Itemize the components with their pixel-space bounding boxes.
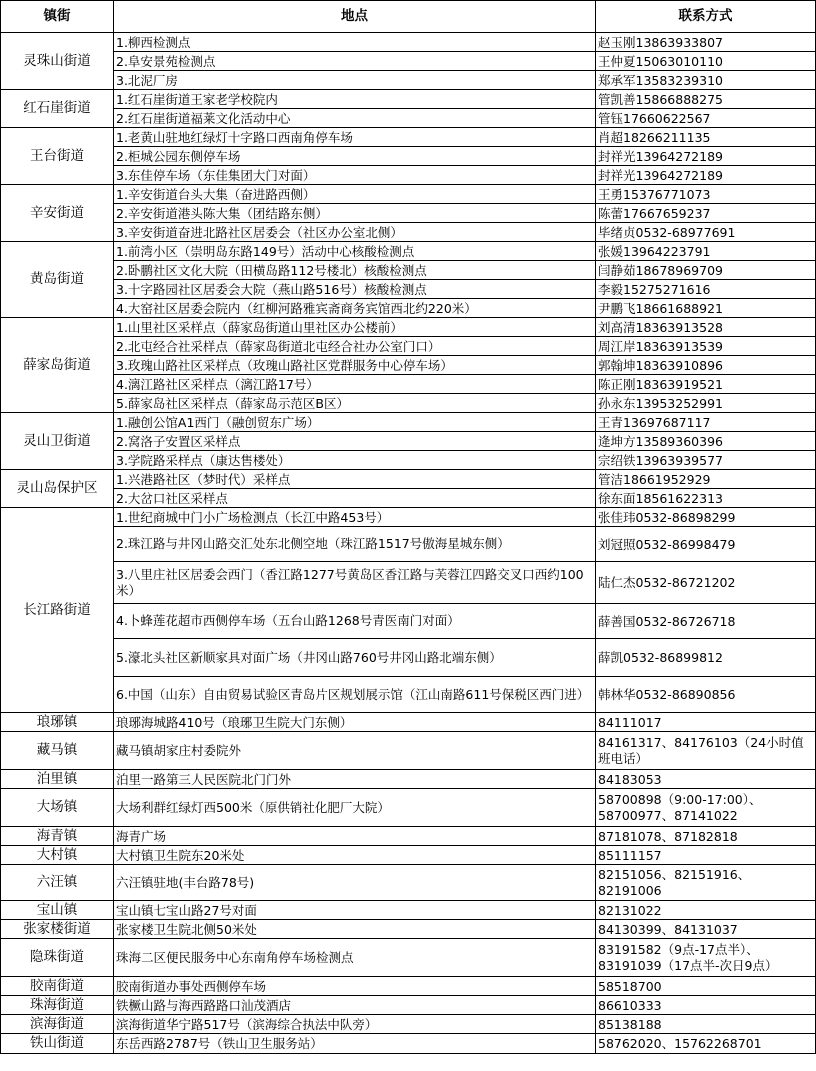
town-cell: 琅琊镇 bbox=[1, 713, 114, 732]
table-row bbox=[1, 901, 816, 920]
header-town: 镇街 bbox=[1, 1, 114, 33]
location-cell: 2.辛安街道港头陈大集（团结路东侧） bbox=[114, 204, 596, 223]
location-cell: 3.辛安街道奋进北路社区居委会（社区办公室北侧） bbox=[114, 223, 596, 242]
table-row bbox=[1, 920, 816, 939]
location-cell: 6.中国（山东）自由贸易试验区青岛片区规划展示馆（江山南路611号保税区西门进） bbox=[114, 677, 596, 713]
table-row bbox=[1, 604, 816, 639]
table-row bbox=[1, 280, 816, 299]
contact-cell: 张佳玮0532-86898299 bbox=[596, 508, 816, 527]
table-row bbox=[1, 204, 816, 223]
contact-cell: 84130399、84131037 bbox=[596, 920, 816, 939]
town-cell: 灵珠山街道 bbox=[1, 33, 114, 90]
contact-cell: 李毅15275271616 bbox=[596, 280, 816, 299]
location-cell: 藏马镇胡家庄村委院外 bbox=[114, 732, 596, 770]
contact-cell: 刘高清18363913528 bbox=[596, 318, 816, 337]
location-cell: 1.融创公馆A1西门（融创贸东广场） bbox=[114, 413, 596, 432]
header-row bbox=[1, 1, 816, 33]
location-cell: 4.卜蜂莲花超市西侧停车场（五台山路1268号青医南门对面） bbox=[114, 604, 596, 639]
location-cell: 1.老黄山驻地红绿灯十字路口西南角停车场 bbox=[114, 128, 596, 147]
contact-cell: 孙永东13953252991 bbox=[596, 394, 816, 413]
table-row bbox=[1, 299, 816, 318]
location-cell: 2.柜城公园东侧停车场 bbox=[114, 147, 596, 166]
header-location: 地点 bbox=[114, 1, 596, 33]
location-cell: 琅琊海城路410号（琅琊卫生院大门东侧） bbox=[114, 713, 596, 732]
table-row bbox=[1, 562, 816, 604]
location-cell: 3.八里庄社区居委会西门（香江路1277号黄岛区香江路与芙蓉江四路交叉口西约100米） bbox=[114, 562, 596, 604]
location-cell: 东岳西路2787号（铁山卫生服务站） bbox=[114, 1034, 596, 1054]
location-cell: 2.大岔口社区采样点 bbox=[114, 489, 596, 508]
location-cell: 3.玫瑰山路社区采样点（玫瑰山路社区党群服务中心停车场） bbox=[114, 356, 596, 375]
table-row bbox=[1, 527, 816, 562]
contact-cell: 徐东面18561622313 bbox=[596, 489, 816, 508]
town-cell: 泊里镇 bbox=[1, 770, 114, 789]
table-row bbox=[1, 318, 816, 337]
town-cell: 红石崖街道 bbox=[1, 90, 114, 128]
location-cell: 2.阜安景苑检测点 bbox=[114, 52, 596, 71]
contact-cell: 王仲夏15063010110 bbox=[596, 52, 816, 71]
table-row bbox=[1, 827, 816, 846]
contact-cell: 58700898（9:00-17:00）、58700977、87141022 bbox=[596, 789, 816, 827]
table-row bbox=[1, 865, 816, 901]
contact-cell: 薛善国0532-86726718 bbox=[596, 604, 816, 639]
location-cell: 2.红石崖街道福莱文化活动中心 bbox=[114, 109, 596, 128]
location-cell: 珠海二区便民服务中心东南角停车场检测点 bbox=[114, 939, 596, 977]
contact-cell: 张媛13964223791 bbox=[596, 242, 816, 261]
contact-cell: 管钰17660622567 bbox=[596, 109, 816, 128]
location-cell: 2.北屯经合社采样点（薛家岛街道北屯经合社办公室门口） bbox=[114, 337, 596, 356]
contact-cell: 王青13697687117 bbox=[596, 413, 816, 432]
table-body bbox=[1, 33, 816, 1054]
table-row bbox=[1, 677, 816, 713]
contact-cell: 58518700 bbox=[596, 977, 816, 996]
town-cell: 灵山岛保护区 bbox=[1, 470, 114, 508]
town-cell: 大村镇 bbox=[1, 846, 114, 865]
contact-cell: 毕绪贞0532-68977691 bbox=[596, 223, 816, 242]
contact-cell: 郑承军13583239310 bbox=[596, 71, 816, 90]
location-cell: 六汪镇驻地(丰台路78号) bbox=[114, 865, 596, 901]
town-cell: 薛家岛街道 bbox=[1, 318, 114, 413]
location-cell: 1.柳西检测点 bbox=[114, 33, 596, 52]
town-cell: 辛安街道 bbox=[1, 185, 114, 242]
town-cell: 大场镇 bbox=[1, 789, 114, 827]
contact-cell: 王勇15376771073 bbox=[596, 185, 816, 204]
table-row bbox=[1, 242, 816, 261]
location-cell: 2.卧鹏社区文化大院（田横岛路112号楼北）核酸检测点 bbox=[114, 261, 596, 280]
table-row bbox=[1, 90, 816, 109]
table-row bbox=[1, 413, 816, 432]
table-row bbox=[1, 71, 816, 90]
contact-cell: 84161317、84176103（24小时值班电话） bbox=[596, 732, 816, 770]
contact-cell: 宗绍铁13963939577 bbox=[596, 451, 816, 470]
location-cell: 胶南街道办事处西侧停车场 bbox=[114, 977, 596, 996]
table-row bbox=[1, 166, 816, 185]
contact-cell: 薛凯0532-86899812 bbox=[596, 639, 816, 677]
town-cell: 长江路街道 bbox=[1, 508, 114, 713]
contact-cell: 陈蕾17667659237 bbox=[596, 204, 816, 223]
location-cell: 海青广场 bbox=[114, 827, 596, 846]
location-cell: 1.世纪商城中门小广场检测点（长江中路453号） bbox=[114, 508, 596, 527]
contact-cell: 封祥光13964272189 bbox=[596, 166, 816, 185]
town-cell: 珠海街道 bbox=[1, 996, 114, 1015]
contact-cell: 封祥光13964272189 bbox=[596, 147, 816, 166]
contact-cell: 84183053 bbox=[596, 770, 816, 789]
town-cell: 隐珠街道 bbox=[1, 939, 114, 977]
location-cell: 4.漓江路社区采样点（漓江路17号） bbox=[114, 375, 596, 394]
table-row bbox=[1, 223, 816, 242]
table-row bbox=[1, 33, 816, 52]
table-row bbox=[1, 52, 816, 71]
contact-cell: 刘冠照0532-86998479 bbox=[596, 527, 816, 562]
contact-cell: 87181078、87182818 bbox=[596, 827, 816, 846]
contact-cell: 管洁18661952929 bbox=[596, 470, 816, 489]
town-cell: 宝山镇 bbox=[1, 901, 114, 920]
town-cell: 王台街道 bbox=[1, 128, 114, 185]
table-row bbox=[1, 261, 816, 280]
table-row bbox=[1, 375, 816, 394]
location-cell: 1.兴港路社区（梦时代）采样点 bbox=[114, 470, 596, 489]
table-row bbox=[1, 789, 816, 827]
table-row bbox=[1, 185, 816, 204]
town-cell: 铁山街道 bbox=[1, 1034, 114, 1054]
table-row bbox=[1, 432, 816, 451]
contact-cell: 管凯善15866888275 bbox=[596, 90, 816, 109]
location-cell: 1.辛安街道台头大集（奋进路西侧） bbox=[114, 185, 596, 204]
contact-cell: 85138188 bbox=[596, 1015, 816, 1034]
table-row bbox=[1, 337, 816, 356]
table-row bbox=[1, 639, 816, 677]
table-row bbox=[1, 470, 816, 489]
table-row bbox=[1, 508, 816, 527]
location-cell: 滨海街道华宁路517号（滨海综合执法中队旁） bbox=[114, 1015, 596, 1034]
contact-cell: 58762020、15762268701 bbox=[596, 1034, 816, 1054]
town-cell: 灵山卫街道 bbox=[1, 413, 114, 470]
contact-cell: 82131022 bbox=[596, 901, 816, 920]
location-cell: 2.窝洛子安置区采样点 bbox=[114, 432, 596, 451]
location-cell: 3.学院路采样点（康达售楼处） bbox=[114, 451, 596, 470]
location-cell: 5.薛家岛社区采样点（薛家岛示范区B区） bbox=[114, 394, 596, 413]
location-cell: 3.东佳停车场（东佳集团大门对面） bbox=[114, 166, 596, 185]
table-row bbox=[1, 451, 816, 470]
location-cell: 3.十字路园社区居委会大院（燕山路516号）核酸检测点 bbox=[114, 280, 596, 299]
contact-cell: 逄坤方13589360396 bbox=[596, 432, 816, 451]
contact-cell: 尹鹏飞18661688921 bbox=[596, 299, 816, 318]
contact-cell: 84111017 bbox=[596, 713, 816, 732]
contact-cell: 周江岸18363913539 bbox=[596, 337, 816, 356]
town-cell: 黄岛街道 bbox=[1, 242, 114, 318]
location-cell: 铁橛山路与海西路路口汕茂酒店 bbox=[114, 996, 596, 1015]
location-cell: 大村镇卫生院东20米处 bbox=[114, 846, 596, 865]
table-row bbox=[1, 128, 816, 147]
table-row bbox=[1, 356, 816, 375]
contact-cell: 肖超18266211135 bbox=[596, 128, 816, 147]
table-row bbox=[1, 996, 816, 1015]
location-cell: 宝山镇七宝山路27号对面 bbox=[114, 901, 596, 920]
contact-cell: 86610333 bbox=[596, 996, 816, 1015]
town-cell: 胶南街道 bbox=[1, 977, 114, 996]
location-cell: 5.濠北头社区新顺家具对面广场（井冈山路760号井冈山路北端东侧） bbox=[114, 639, 596, 677]
town-cell: 滨海街道 bbox=[1, 1015, 114, 1034]
contact-cell: 韩林华0532-86890856 bbox=[596, 677, 816, 713]
contact-cell: 赵玉刚13863933807 bbox=[596, 33, 816, 52]
table-row bbox=[1, 713, 816, 732]
table-row bbox=[1, 939, 816, 977]
contact-cell: 82151056、82151916、82191006 bbox=[596, 865, 816, 901]
location-cell: 3.北泥厂房 bbox=[114, 71, 596, 90]
location-cell: 4.大窑社区居委会院内（红柳河路雅宾斋商务宾馆西北约220米） bbox=[114, 299, 596, 318]
table-row bbox=[1, 147, 816, 166]
contact-cell: 郭翰坤18363910896 bbox=[596, 356, 816, 375]
town-cell: 六汪镇 bbox=[1, 865, 114, 901]
table-row bbox=[1, 1015, 816, 1034]
table-row bbox=[1, 732, 816, 770]
location-cell: 泊里一路第三人民医院北门门外 bbox=[114, 770, 596, 789]
contact-cell: 闫静茹18678969709 bbox=[596, 261, 816, 280]
table-row bbox=[1, 770, 816, 789]
town-cell: 海青镇 bbox=[1, 827, 114, 846]
table-row bbox=[1, 1034, 816, 1054]
table-row bbox=[1, 977, 816, 996]
header-contact: 联系方式 bbox=[596, 1, 816, 33]
location-cell: 张家楼卫生院北侧50米处 bbox=[114, 920, 596, 939]
table-row bbox=[1, 846, 816, 865]
contact-cell: 陆仁杰0532-86721202 bbox=[596, 562, 816, 604]
location-cell: 大场利群红绿灯西500米（原供销社化肥厂大院） bbox=[114, 789, 596, 827]
location-cell: 2.珠江路与井冈山路交汇处东北侧空地（珠江路1517号傲海星城东侧） bbox=[114, 527, 596, 562]
table-row bbox=[1, 394, 816, 413]
location-cell: 1.山里社区采样点（薛家岛街道山里社区办公楼前） bbox=[114, 318, 596, 337]
contact-cell: 85111157 bbox=[596, 846, 816, 865]
table-row bbox=[1, 489, 816, 508]
contact-cell: 陈正刚18363919521 bbox=[596, 375, 816, 394]
table-row bbox=[1, 109, 816, 128]
town-cell: 张家楼街道 bbox=[1, 920, 114, 939]
contact-cell: 83191582（9点-17点半）、83191039（17点半-次日9点） bbox=[596, 939, 816, 977]
location-cell: 1.红石崖街道王家老学校院内 bbox=[114, 90, 596, 109]
location-cell: 1.前湾小区（崇明岛东路149号）活动中心核酸检测点 bbox=[114, 242, 596, 261]
town-cell: 藏马镇 bbox=[1, 732, 114, 770]
